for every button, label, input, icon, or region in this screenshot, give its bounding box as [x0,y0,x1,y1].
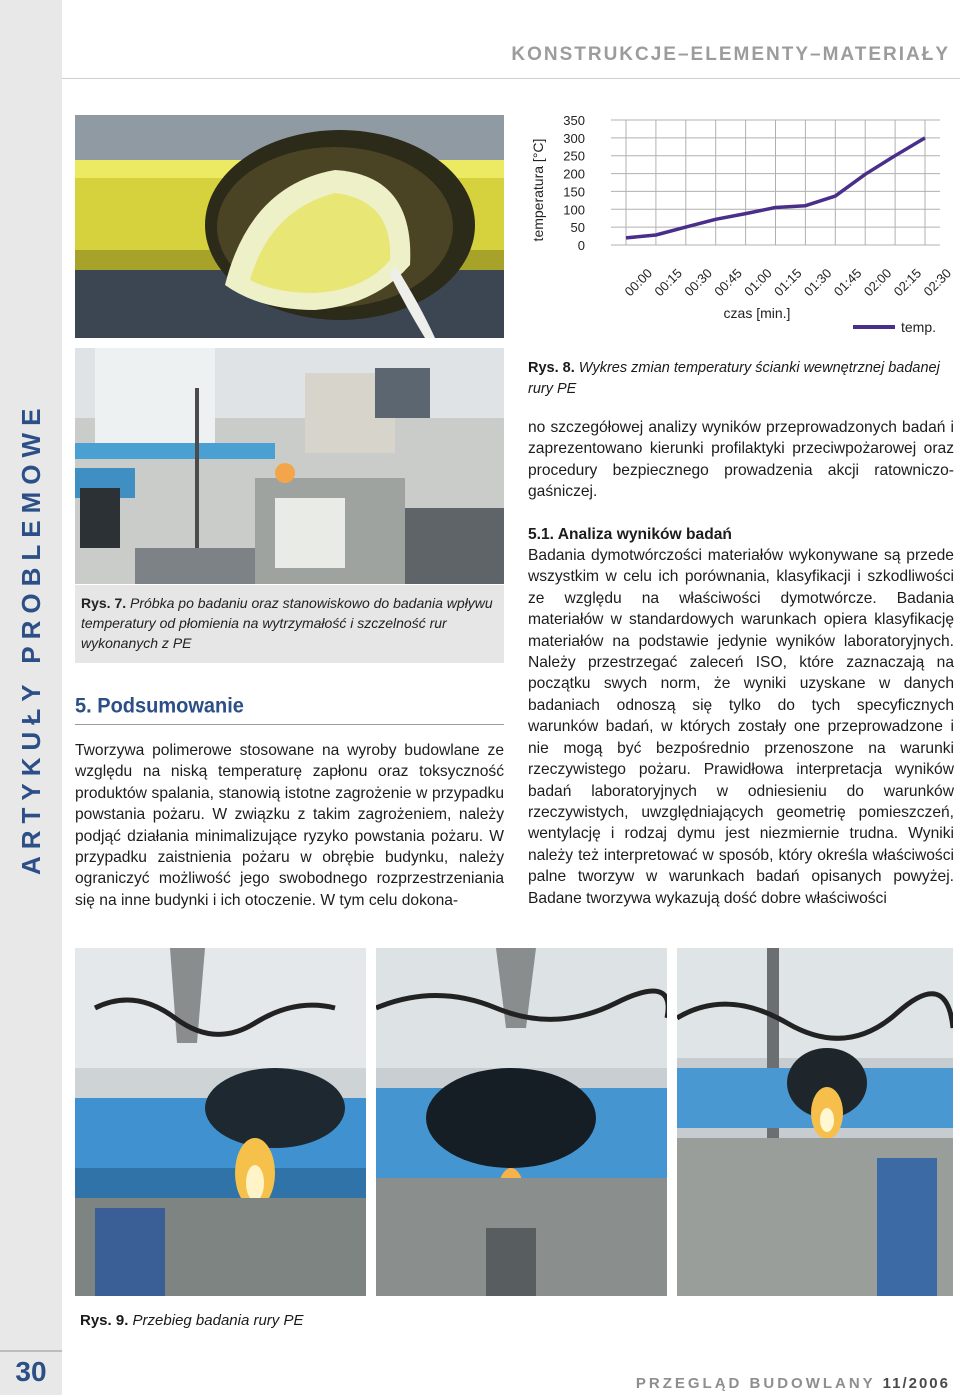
x-tick-label: 02:15 [890,265,925,300]
x-tick-label: 00:30 [681,265,715,300]
y-tick-label: 0 [577,238,585,253]
chart-grid [611,120,940,245]
x-axis-label: czas [min.] [723,305,791,321]
footer [636,1375,950,1392]
header-rule [62,78,960,79]
fig7-caption [75,585,504,663]
y-tick-label: 200 [563,166,585,182]
header-title: KONSTRUKCJE–ELEMENTY–MATERIAŁY [511,44,950,65]
fig8-text: Wykres zmian temperatury ścianki wewnętrznej badanej rury PE [528,360,940,397]
legend-label: temp. [901,319,937,335]
subsection-heading: 5.1. Analiza wyników badań [528,525,732,543]
y-tick-label: 300 [563,130,585,146]
temperature-chart [525,110,955,345]
y-tick-label: 50 [570,220,585,236]
section5-paragraph: Tworzywa polimerowe stosowane na wyroby budowlane ze względu na niską temperaturę zapłonu oraz toksyczność produktów spalania, stanowią istotne zagrożenie w przypadku powstania pożaru. W związku z takim zagrożeniem, należy podjąć działania minimalizujące ryzyko powstania pożaru. W przypadku zaistnienia pożaru w obrębie budynku, należy ograniczyć możliwość jego swobodnego rozprzestrzeniania się na inne budynki i ich otoczenie. W tym celu dokona- [75,742,504,909]
fig9-text: Przebieg badania rury PE [132,1312,304,1329]
photo-test-2 [376,948,667,1296]
sidebar [0,0,62,1395]
analysis-paragraph: Badania dymotwórczości materiałów wykonywane są przede wszystkim w celu ich porównania, klasyfikacji i szkodliwości ze względu na właściwości dymotwórcze. Badania materiałów w standardowych warunkach opiera klasyfikację materiałów na podstawie jedynie wyników laboratoryjnych. Należy przestrzegać zaleceń ISO, które zaznaczają na początku swych norm, że wyniki uzyskane w danych badaniach odnoszą się tylko do tych specyficznych warunków badań, w których zostały one przeprowadzone i nie mogą być bezpośrednio przenoszone na warunki rzeczywistego pożaru. Prawidłowa interpretacja wyników badań laboratoryjnych w odniesieniu do warunków rzeczywistych, uwzględniających geometrię pomieszczeń, wentylację i rodzaj dymu jest niezmiernie trudna. Wyniki należy też interpretować w sposób, który określa właściwości palne tworzyw w warunkach badań opisanych powyżej. Badane tworzywa wykazują dość dobre właściwości [528,547,954,907]
fig7-label: Rys. 7. [81,595,127,611]
x-tick-label: 00:00 [621,265,656,300]
page-number: 30 [15,1356,47,1387]
x-tick-labels [622,266,955,300]
fig9-label: Rys. 9. [80,1312,129,1329]
chart-svg [525,110,955,345]
x-tick-label: 02:00 [860,265,895,300]
x-tick-label: 02:30 [920,265,955,300]
y-axis-label: temperatura [°C] [530,138,546,242]
fig7-text: Próbka po badaniu oraz stanowiskowo do badania wpływu temperatury od płomienia na wytrzymałość i szczelność rur wykonanych z PE [81,595,493,651]
photo-test-stand [75,348,504,584]
y-tick-label: 350 [563,113,585,128]
fig9-caption [80,1312,303,1329]
y-tick-label: 100 [563,202,585,218]
x-tick-label: 01:00 [741,265,775,300]
left-body-text [75,740,504,911]
right-body-text [528,417,954,909]
x-tick-label: 00:15 [651,265,686,300]
journal-issue: 11/2006 [882,1375,950,1392]
section-heading: 5. Podsumowanie [75,694,244,718]
photo-burned-pipe [75,115,504,338]
fig8-label: Rys. 8. [528,360,575,376]
x-tick-label: 01:30 [800,265,835,300]
section-label: ARTYKUŁY PROBLEMOWE [16,401,46,875]
photo-test-3 [677,948,953,1296]
photo-test-1 [75,948,366,1296]
y-tick-label: 150 [563,184,585,200]
fig8-caption [528,358,953,400]
y-tick-labels [563,113,585,253]
x-tick-label: 00:45 [711,265,745,300]
continuation-paragraph: no szczegółowej analizy wyników przeprowadzonych badań i zaprezentowano kierunki profilaktyki przeciwpożarowej oraz procedury bezpiecznego prowadzenia akcji ratowniczo-gaśniczej. [528,419,954,501]
journal-name: PRZEGLĄD BUDOWLANY [635,1375,876,1392]
section-rule [75,724,504,725]
x-tick-label: 01:15 [771,265,805,300]
y-tick-label: 250 [563,148,585,164]
x-tick-label: 01:45 [830,265,865,300]
